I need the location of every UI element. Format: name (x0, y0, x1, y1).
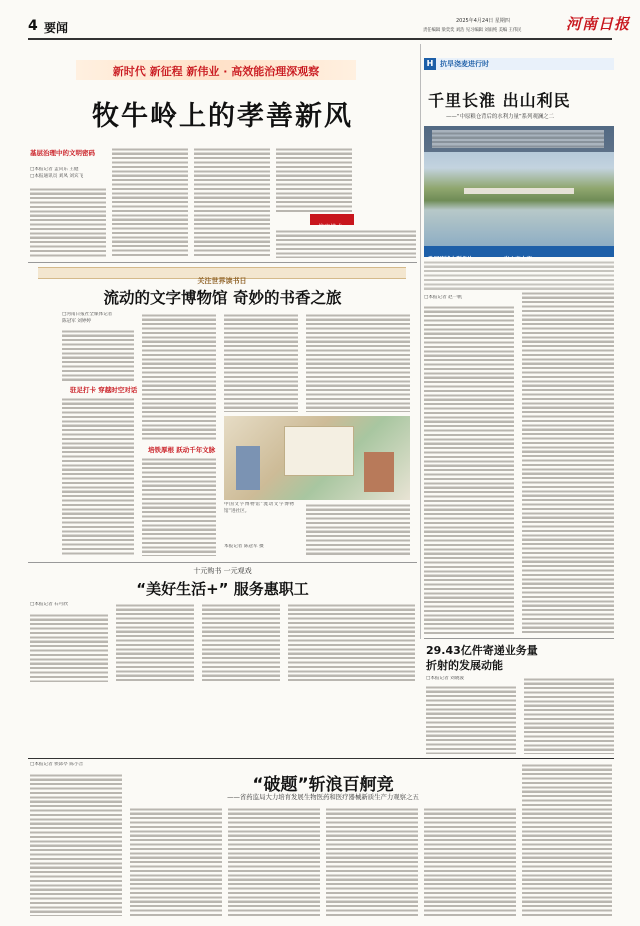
headline: 29.43亿件寄递业务量 (426, 644, 538, 657)
editors-line: 责任编辑 梁奕奕 刘浩 见习编辑 刘雨纯 美编 王伟民 (423, 28, 522, 33)
body-col-1 (424, 304, 514, 634)
byline: □本报记者 石可欣 (30, 602, 68, 607)
photo-caption-bar (424, 246, 614, 257)
divider-pharma (28, 758, 614, 759)
issue-date: 2025年4月24日 星期四 (456, 18, 510, 24)
headline: 牧牛岭上的孝善新风 (92, 101, 353, 132)
body-col-1 (426, 684, 516, 754)
body-col-4 (326, 806, 418, 916)
header-rule (28, 38, 612, 40)
page-number: 4 (28, 18, 38, 34)
byline: □本报记者 侯邱亭 陈小音 (30, 762, 84, 767)
article-express (424, 640, 614, 756)
body-col-6 (522, 762, 612, 916)
h-icon: H (424, 58, 436, 70)
body-col-1 (62, 328, 134, 382)
headline: 千里长淮 出山利民 (428, 91, 571, 110)
headline: “破题”斩浪百舸竞 (252, 775, 394, 795)
byline: □本报记者 赵一帆 (424, 295, 462, 300)
column-divider (420, 44, 421, 639)
article-huaihe (424, 44, 614, 634)
section-title: 要闻 (44, 21, 69, 35)
promo-tag-box (310, 214, 354, 225)
body-col-1 (30, 186, 106, 258)
body-col-2 (522, 290, 614, 634)
subhead: ——省药监局大力培育发展生物医药和医疗器械新质生产力观察之五 (227, 793, 419, 801)
body-col-4 (276, 146, 352, 212)
headline: 流动的文字博物馆 奇妙的书香之旅 (103, 289, 342, 307)
body-col-2 (116, 602, 194, 682)
body-col-4 (288, 602, 415, 682)
article-museum (28, 264, 417, 560)
body-col-2 (112, 146, 188, 258)
body-col-2 (524, 676, 614, 754)
subhead-1: 驻足打卡 穿越时空对话 (70, 386, 138, 394)
article-muniuling (28, 42, 417, 260)
column-tag: 基层治理中的文明密码 (30, 149, 95, 157)
divider-express (424, 638, 614, 639)
body-col-3 (224, 312, 298, 412)
promo-text (276, 228, 416, 258)
label-bar: H 抗旱浇麦进行时 (424, 58, 614, 70)
museum-photo (224, 416, 410, 500)
body-col-1 (30, 612, 108, 682)
body-col-2 (130, 806, 222, 916)
subhead: 折射的发展动能 (426, 659, 503, 672)
divider-mid-left (28, 262, 417, 263)
byline: □本报记者 刘晓波 (426, 676, 464, 681)
reservoir-photo (424, 126, 614, 246)
banner: 关注世界读书日 (38, 267, 406, 279)
photo-caption: 中国文字博物馆“流动文字博物馆”进社区。 (224, 502, 294, 514)
body-col-3 (194, 146, 270, 258)
byline: □河南日报社全媒体记者 陈冠军 刘婷婷 (62, 312, 113, 324)
body-col-2 (142, 312, 216, 442)
headline: “美好生活+” 服务惠职工 (136, 580, 309, 598)
subhead-2: 培铁厚根 跃动千年文脉 (148, 446, 216, 454)
body-col-3 (202, 602, 280, 682)
body-col-2b (142, 456, 216, 556)
article-pharma (28, 760, 614, 920)
body-col-5 (306, 502, 410, 556)
masthead-logo: 河南日报 (566, 15, 631, 33)
caption-text (424, 259, 614, 291)
article-service (28, 564, 417, 684)
kicker-banner: 新时代 新征程 新伟业 · 高效能治理深观察 (76, 60, 356, 80)
body-col-3 (228, 806, 320, 916)
kicker: 十元购书 一元观戏 (193, 567, 252, 575)
body-col-1 (30, 772, 122, 916)
subhead: ——“中原粮仓背后的水利力量”系列观澜之二 (446, 114, 555, 120)
body-col-5 (424, 806, 516, 916)
photo-credit: 本报记者 陈冠军 摄 (224, 544, 264, 549)
divider-service (28, 562, 417, 563)
body-col-4 (306, 312, 410, 412)
byline: □本报记者 孟向东 王健 □本报通讯员 刘凤 刘宾飞 (30, 167, 84, 179)
body-col-1b (62, 396, 134, 556)
page-header (0, 0, 640, 40)
